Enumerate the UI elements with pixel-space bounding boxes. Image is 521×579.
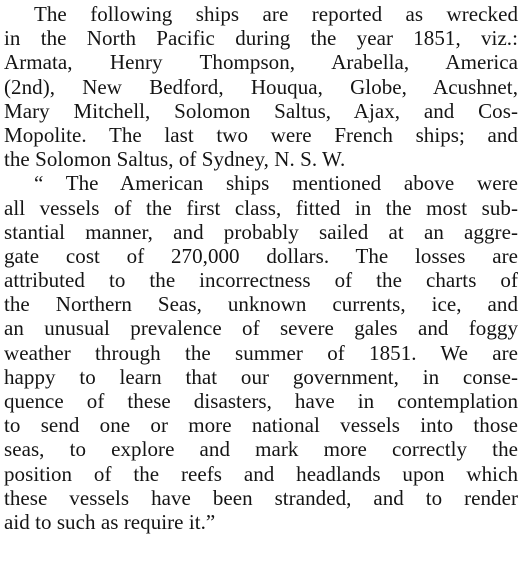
text-line: weather through the summer of 1851. We are [4,340,518,365]
text-line: position of the reefs and headlands upon which [4,461,518,486]
text-line: attributed to the incorrectness of the charts of [4,268,518,293]
text-line: Armata, Henry Thompson, Arabella, America [4,50,518,75]
text-line: Mopolite. The last two were French ships; and [4,122,518,147]
text-line: “ The American ships mentioned above were [34,171,518,196]
text-line: gate cost of 270,000 dollars. The losses are [4,243,518,268]
text-line: The following ships are reported as wrecked [34,2,518,26]
paragraph-wreck-list [4,2,518,171]
text-line: aid to such as require it.” [4,509,216,534]
paragraph-quotation [4,171,518,534]
text-line: the Solomon Saltus, of Sydney, N. S. W. [4,147,346,172]
text-line: stantial manner, and probably sailed at an aggre- [4,219,518,244]
text-line: quence of these disasters, have in contemplation [4,389,518,413]
text-line: seas, to explore and mark more correctly the [4,437,518,462]
text-line: Mary Mitchell, Solomon Saltus, Ajax, and Cos- [4,98,518,123]
text-line: all vessels of the first class, fitted in the most sub- [4,195,518,220]
text-line: (2nd), New Bedford, Houqua, Globe, Acushnet, [4,74,518,99]
text-line: happy to learn that our government, in conse- [4,364,518,389]
text-line: these vessels have been stranded, and to render [4,485,518,510]
text-line: the Northern Seas, unknown currents, ice, and [4,292,518,317]
article-text [4,2,518,534]
text-line: to send one or more national vessels into those [4,413,518,438]
text-line: in the North Pacific during the year 1851, viz.: [4,26,518,51]
text-line: an unusual prevalence of severe gales and foggy [4,316,518,341]
